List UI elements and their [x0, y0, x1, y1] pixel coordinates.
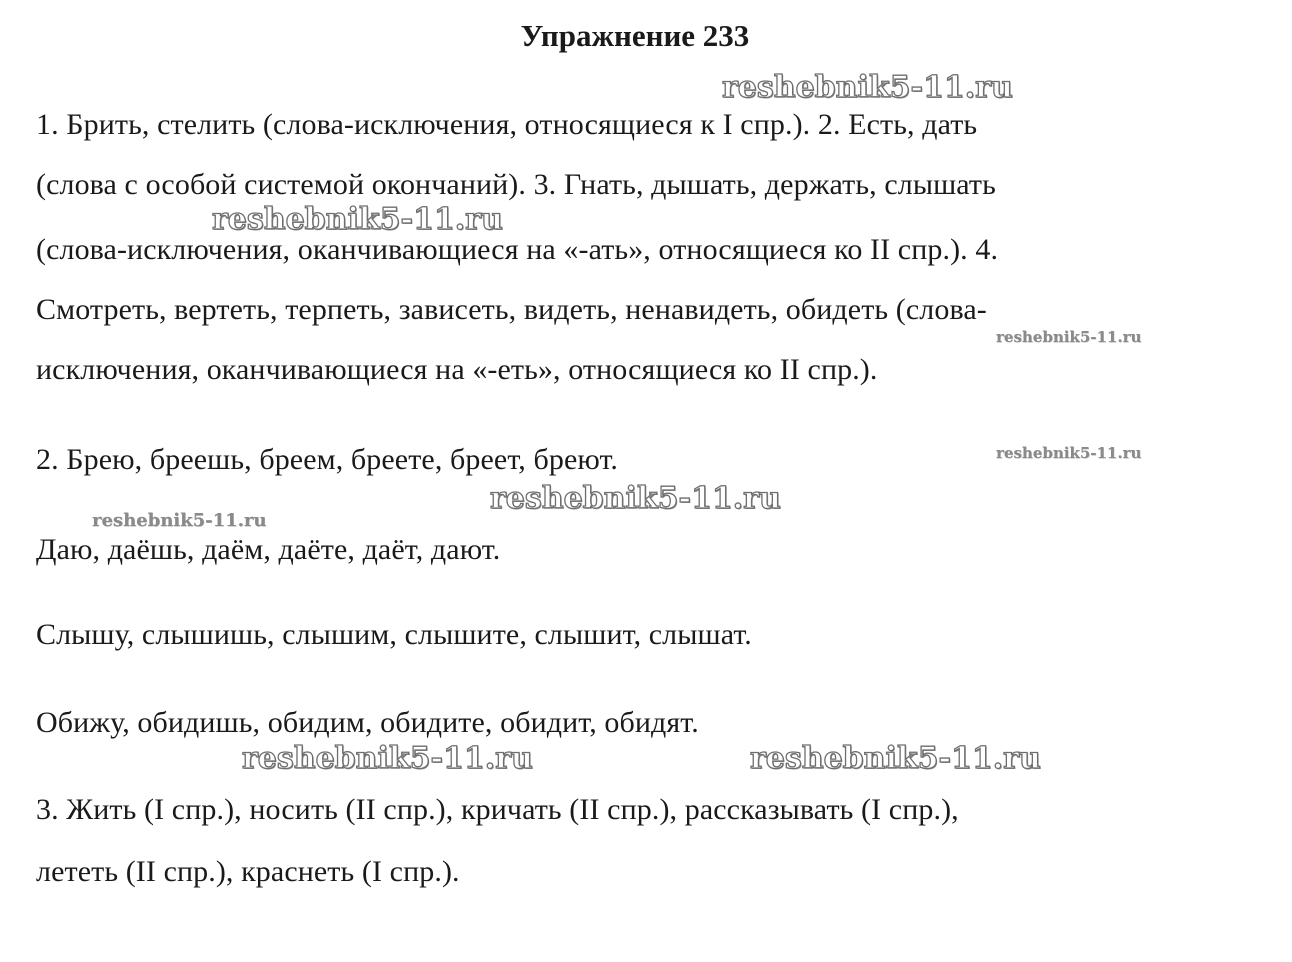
text-line: (слова с особой системой окончаний). 3. Гнать, дышать, держать, слышать — [36, 168, 996, 201]
exercise-title: Упражнение 233 — [520, 18, 750, 53]
watermark: reshebnik5-11.ru — [490, 481, 781, 516]
text-line: Слышу, слышишь, слышим, слышите, слышит, слышат. — [36, 618, 752, 651]
watermark: reshebnik5-11.ru — [996, 328, 1142, 346]
text-line: Даю, даёшь, даём, даёте, даёт, дают. — [36, 533, 501, 566]
watermark: reshebnik5-11.ru — [212, 202, 503, 237]
watermark: reshebnik5-11.ru — [92, 510, 267, 531]
text-line: 1. Брить, стелить (слова-исключения, относящиеся к I спр.). 2. Есть, дать — [36, 108, 978, 141]
text-line: Смотреть, вертеть, терпеть, зависеть, видеть, ненавидеть, обидеть (слова- — [36, 293, 987, 326]
text-line: лететь (II спр.), краснеть (I спр.). — [36, 855, 460, 888]
watermark: reshebnik5-11.ru — [750, 741, 1041, 776]
watermark: reshebnik5-11.ru — [996, 444, 1142, 462]
text-line: 2. Брею, бреешь, бреем, бреете, бреет, бреют. — [36, 443, 619, 476]
text-line: (слова-исключения, оканчивающиеся на «-ать», относящиеся ко II спр.). 4. — [36, 233, 999, 266]
watermark: reshebnik5-11.ru — [242, 741, 533, 776]
watermark: reshebnik5-11.ru — [722, 70, 1013, 105]
text-line: Обижу, обидишь, обидим, обидите, обидит, обидят. — [36, 706, 699, 739]
text-line: 3. Жить (I спр.), носить (II спр.), кричать (II спр.), рассказывать (I спр.), — [36, 793, 959, 826]
text-line: исключения, оканчивающиеся на «-еть», относящиеся ко II спр.). — [36, 353, 878, 386]
